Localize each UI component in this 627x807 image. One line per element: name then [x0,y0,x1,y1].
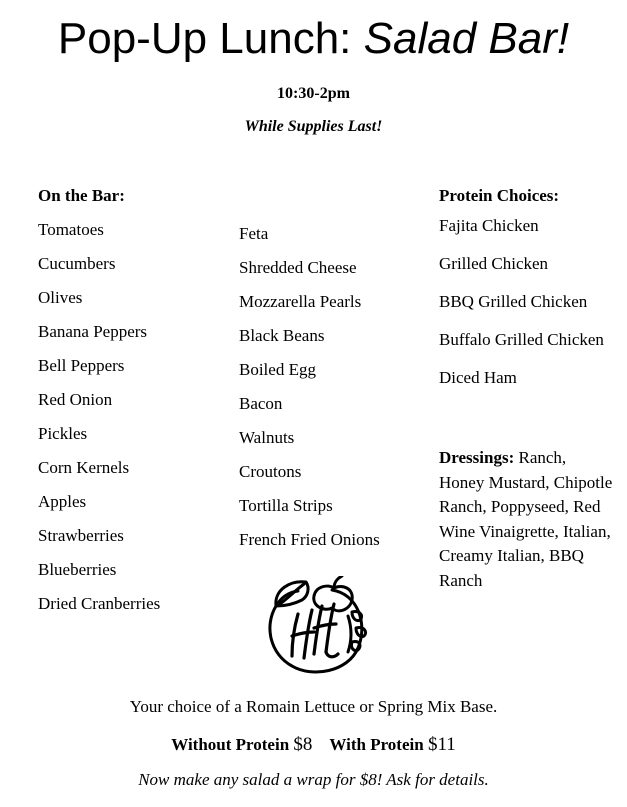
with-protein-price: $11 [427,734,456,755]
list-item: Strawberries [38,526,124,545]
list-item: Mozzarella Pearls [239,292,362,311]
list-item: French Fried Onions [239,530,380,549]
list-item: Buffalo Grilled Chicken [439,330,604,349]
protein-heading: Protein Choices: [439,186,560,205]
pricing [0,734,627,756]
wrap-note: Now make any salad a wrap for $8! Ask for details. [138,770,489,789]
title-emphasis: Salad Bar! [363,14,570,63]
list-item: Bacon [239,394,283,413]
list-item: Red Onion [38,390,113,409]
list-item: Tortilla Strips [239,496,333,515]
list-item: Croutons [239,462,302,481]
hh-monogram-logo [262,576,374,678]
list-item: Black Beans [239,326,325,345]
list-item: Shredded Cheese [239,258,357,277]
without-protein-price: $8 [293,734,313,755]
list-item: Blueberries [38,560,117,579]
list-item: Banana Peppers [38,322,148,341]
toppings-column [239,224,380,564]
list-item: Feta [239,224,269,243]
list-item: Apples [38,492,87,511]
list-item: Bell Peppers [38,356,125,375]
page-title [0,10,627,68]
supplies-note: While Supplies Last! [244,118,383,135]
with-protein-label: With Protein [329,735,424,754]
list-item: Boiled Egg [239,360,316,379]
list-item: Corn Kernels [38,458,130,477]
list-item: Pickles [38,424,88,443]
protein-column [439,186,619,404]
list-item: Dried Cranberries [38,594,161,613]
on-the-bar-column [38,186,160,628]
list-item: Tomatoes [38,220,104,239]
list-item: Grilled Chicken [439,254,549,273]
base-note: Your choice of a Romain Lettuce or Spring Mix Base. [129,697,498,716]
list-item: Cucumbers [38,254,116,273]
dressings-list: Ranch, Honey Mustard, Chipotle Ranch, Poppyseed, Red Wine Vinaigrette, Italian, Creamy Italian, BBQ Ranch [439,448,613,590]
without-protein-label: Without Protein [171,735,290,754]
dressings-block [439,446,614,593]
hours: 10:30-2pm [277,85,350,102]
on-the-bar-heading: On the Bar: [38,186,125,205]
list-item: BBQ Grilled Chicken [439,292,588,311]
list-item: Olives [38,288,83,307]
dressings-label: Dressings: [439,448,515,467]
list-item: Fajita Chicken [439,216,539,235]
list-item: Walnuts [239,428,295,447]
list-item: Diced Ham [439,368,517,387]
title-main: Pop-Up Lunch: [57,14,364,63]
